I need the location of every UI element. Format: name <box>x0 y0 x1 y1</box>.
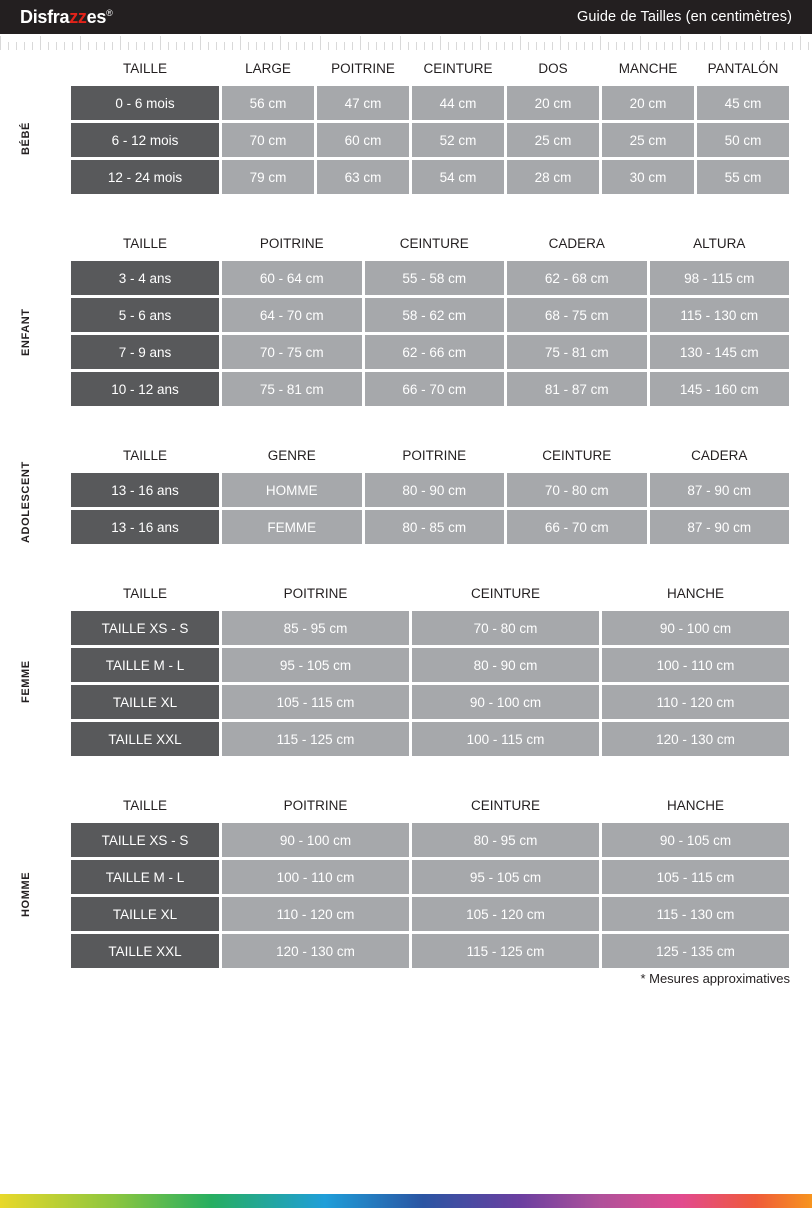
size-table <box>68 227 792 409</box>
ruler-tick <box>104 42 105 50</box>
measurement-cell: 63 cm <box>317 160 409 194</box>
table-row <box>71 685 789 719</box>
measurement-cell: 47 cm <box>317 86 409 120</box>
ruler-tick <box>544 42 545 50</box>
page-header <box>0 0 812 34</box>
ruler-tick <box>464 42 465 50</box>
ruler-tick <box>616 42 617 50</box>
ruler-tick <box>680 36 681 50</box>
measurement-cell: 145 - 160 cm <box>650 372 790 406</box>
measurement-cell: 75 - 81 cm <box>222 372 362 406</box>
brand-logo-part1: Disfra <box>20 6 70 27</box>
ruler-tick <box>16 42 17 50</box>
measurement-cell: 125 - 135 cm <box>602 934 789 968</box>
measurement-cell: 75 - 81 cm <box>507 335 647 369</box>
measurement-cell: 87 - 90 cm <box>650 473 790 507</box>
column-header: TAILLE <box>122 798 168 813</box>
ruler-tick <box>456 42 457 50</box>
ruler-tick <box>664 42 665 50</box>
measurement-cell: 60 - 64 cm <box>222 261 362 295</box>
column-header: POITRINE <box>331 61 395 76</box>
measurement-cell: 85 - 95 cm <box>222 611 409 645</box>
ruler-tick <box>288 42 289 50</box>
brand-logo-part3: es <box>86 6 107 27</box>
rainbow-bar <box>0 1194 812 1208</box>
ruler-tick <box>112 42 113 50</box>
ruler-tick <box>352 42 353 50</box>
ruler-tick <box>384 42 385 50</box>
ruler-tick <box>568 42 569 50</box>
section-label: ENFANT <box>20 308 32 356</box>
ruler-tick <box>376 42 377 50</box>
ruler-tick <box>32 42 33 50</box>
section-label: HOMME <box>20 871 32 917</box>
size-key-cell: 12 - 24 mois <box>71 160 219 194</box>
ruler-tick <box>800 36 801 50</box>
ruler-tick <box>160 36 161 50</box>
ruler-tick <box>768 42 769 50</box>
size-key-cell: 0 - 6 mois <box>71 86 219 120</box>
measurement-cell: 80 - 90 cm <box>365 473 505 507</box>
ruler-tick <box>640 36 641 50</box>
ruler-tick <box>496 42 497 50</box>
brand-logo-part2: zz <box>69 6 87 27</box>
ruler-tick <box>608 42 609 50</box>
ruler-tick <box>712 42 713 50</box>
table-row <box>71 823 789 857</box>
measurement-cell: 70 - 80 cm <box>412 611 599 645</box>
ruler-tick <box>808 42 809 50</box>
ruler-tick <box>272 42 273 50</box>
ruler-tick <box>776 42 777 50</box>
table-row <box>71 860 789 894</box>
table-row <box>71 335 789 369</box>
measurement-cell: 81 - 87 cm <box>507 372 647 406</box>
measurement-cell: 28 cm <box>507 160 599 194</box>
measurement-cell: 55 cm <box>697 160 789 194</box>
column-header: TAILLE <box>122 448 168 463</box>
ruler-tick <box>128 42 129 50</box>
measurement-cell: 25 cm <box>507 123 599 157</box>
measurement-cell: 62 - 66 cm <box>365 335 505 369</box>
ruler-tick <box>440 36 441 50</box>
ruler-tick <box>792 42 793 50</box>
table-row <box>71 261 789 295</box>
measurement-cell: 110 - 120 cm <box>602 685 789 719</box>
table-row <box>71 934 789 968</box>
measurement-cell: 90 - 100 cm <box>412 685 599 719</box>
table-header-row <box>71 580 789 608</box>
table-row <box>71 897 789 931</box>
ruler-tick <box>552 42 553 50</box>
measurement-cell: 68 - 75 cm <box>507 298 647 332</box>
ruler-tick <box>152 42 153 50</box>
ruler-tick <box>584 42 585 50</box>
table-row <box>71 648 789 682</box>
size-key-cell: TAILLE M - L <box>71 648 219 682</box>
column-header: POITRINE <box>283 586 348 601</box>
column-header: CEINTURE <box>542 448 612 463</box>
table-header-row <box>71 442 789 470</box>
page-title: Guide de Tailles (en centimètres) <box>577 9 792 25</box>
measurement-cell: 44 cm <box>412 86 504 120</box>
ruler-tick <box>480 36 481 50</box>
sections-container <box>0 52 812 971</box>
table-row <box>71 86 789 120</box>
size-key-cell: TAILLE XXL <box>71 934 219 968</box>
ruler-tick <box>336 42 337 50</box>
measurement-cell: 95 - 105 cm <box>412 860 599 894</box>
ruler-tick <box>784 42 785 50</box>
column-header: HANCHE <box>666 798 724 813</box>
ruler-tick <box>632 42 633 50</box>
ruler-tick <box>200 36 201 50</box>
column-header: CEINTURE <box>470 586 540 601</box>
ruler-tick <box>328 42 329 50</box>
ruler-tick <box>256 42 257 50</box>
ruler-tick <box>248 42 249 50</box>
ruler-tick <box>624 42 625 50</box>
ruler-tick <box>744 42 745 50</box>
section-spacer <box>0 197 812 227</box>
size-key-cell: TAILLE M - L <box>71 860 219 894</box>
ruler-tick <box>48 42 49 50</box>
column-header: POITRINE <box>402 448 467 463</box>
column-header: POITRINE <box>283 798 348 813</box>
ruler-tick <box>424 42 425 50</box>
ruler-tick <box>72 42 73 50</box>
ruler-tick <box>184 42 185 50</box>
column-header: CADERA <box>548 236 605 251</box>
ruler-tick <box>8 42 9 50</box>
column-header: MANCHE <box>618 61 678 76</box>
measurement-cell: 120 - 130 cm <box>602 722 789 756</box>
ruler-tick <box>392 42 393 50</box>
measurement-cell: 105 - 115 cm <box>222 685 409 719</box>
ruler-tick <box>488 42 489 50</box>
measurement-cell: 110 - 120 cm <box>222 897 409 931</box>
ruler-tick <box>136 42 137 50</box>
footnote: * Mesures approximatives <box>640 971 790 986</box>
measurement-cell: 90 - 100 cm <box>222 823 409 857</box>
ruler-tick <box>368 42 369 50</box>
ruler-tick <box>88 42 89 50</box>
table-header-row <box>71 792 789 820</box>
measurement-cell: 100 - 110 cm <box>222 860 409 894</box>
measurement-cell: 66 - 70 cm <box>507 510 647 544</box>
measurement-cell: 120 - 130 cm <box>222 934 409 968</box>
size-table <box>68 577 792 759</box>
measurement-cell: 115 - 125 cm <box>222 722 409 756</box>
ruler-tick <box>448 42 449 50</box>
ruler-tick <box>760 36 761 50</box>
measurement-cell: 130 - 145 cm <box>650 335 790 369</box>
ruler-tick <box>696 42 697 50</box>
column-header: PANTALÓN <box>707 61 779 76</box>
measurement-cell: 20 cm <box>507 86 599 120</box>
ruler-decoration <box>0 34 812 52</box>
measurement-cell: 70 cm <box>222 123 314 157</box>
ruler-tick <box>232 42 233 50</box>
ruler-tick <box>176 42 177 50</box>
ruler-tick <box>720 36 721 50</box>
ruler-tick <box>528 42 529 50</box>
measurement-cell: 87 - 90 cm <box>650 510 790 544</box>
table-row <box>71 372 789 406</box>
size-table-section <box>20 577 792 759</box>
measurement-cell: 90 - 100 cm <box>602 611 789 645</box>
ruler-tick <box>40 36 41 50</box>
size-key-cell: 7 - 9 ans <box>71 335 219 369</box>
measurement-cell: 105 - 120 cm <box>412 897 599 931</box>
size-table-section <box>20 52 792 197</box>
ruler-tick <box>280 36 281 50</box>
measurement-cell: 100 - 110 cm <box>602 648 789 682</box>
size-table-section <box>20 789 792 971</box>
ruler-tick <box>408 42 409 50</box>
ruler-tick <box>512 42 513 50</box>
measurement-cell: 25 cm <box>602 123 694 157</box>
ruler-tick <box>560 36 561 50</box>
ruler-tick <box>648 42 649 50</box>
ruler-tick <box>416 42 417 50</box>
size-key-cell: 10 - 12 ans <box>71 372 219 406</box>
measurement-cell: 30 cm <box>602 160 694 194</box>
ruler-tick <box>672 42 673 50</box>
measurement-cell: 90 - 105 cm <box>602 823 789 857</box>
ruler-tick <box>192 42 193 50</box>
size-key-cell: 13 - 16 ans <box>71 510 219 544</box>
ruler-tick <box>520 36 521 50</box>
column-header: GENRE <box>267 448 316 463</box>
ruler-tick <box>64 42 65 50</box>
table-row <box>71 298 789 332</box>
ruler-tick <box>688 42 689 50</box>
measurement-cell: 80 - 90 cm <box>412 648 599 682</box>
table-row <box>71 123 789 157</box>
column-header: TAILLE <box>122 236 168 251</box>
ruler-tick <box>472 42 473 50</box>
ruler-tick <box>96 42 97 50</box>
ruler-tick <box>24 42 25 50</box>
ruler-tick <box>400 36 401 50</box>
size-key-cell: 3 - 4 ans <box>71 261 219 295</box>
size-key-cell: 5 - 6 ans <box>71 298 219 332</box>
measurement-cell: 80 - 95 cm <box>412 823 599 857</box>
ruler-tick <box>592 42 593 50</box>
column-header: DOS <box>538 61 568 76</box>
table-header-row <box>71 55 789 83</box>
measurement-cell: HOMME <box>222 473 362 507</box>
measurement-cell: 45 cm <box>697 86 789 120</box>
ruler-tick <box>536 42 537 50</box>
measurement-cell: 79 cm <box>222 160 314 194</box>
section-label: ADOLESCENT <box>20 461 32 543</box>
size-table-section <box>20 439 792 547</box>
column-header: CEINTURE <box>470 798 540 813</box>
brand-logo <box>20 7 112 28</box>
measurement-cell: 52 cm <box>412 123 504 157</box>
ruler-tick <box>120 36 121 50</box>
size-key-cell: TAILLE XS - S <box>71 823 219 857</box>
measurement-cell: 80 - 85 cm <box>365 510 505 544</box>
column-header: LARGE <box>245 61 291 76</box>
column-header: CADERA <box>691 448 748 463</box>
column-header: CEINTURE <box>399 236 469 251</box>
measurement-cell: 70 - 75 cm <box>222 335 362 369</box>
size-key-cell: TAILLE XL <box>71 897 219 931</box>
size-key-cell: 13 - 16 ans <box>71 473 219 507</box>
measurement-cell: 115 - 125 cm <box>412 934 599 968</box>
ruler-tick <box>704 42 705 50</box>
measurement-cell: 62 - 68 cm <box>507 261 647 295</box>
table-row <box>71 510 789 544</box>
table-row <box>71 611 789 645</box>
measurement-cell: 64 - 70 cm <box>222 298 362 332</box>
section-spacer <box>0 547 812 577</box>
section-spacer <box>0 409 812 439</box>
measurement-cell: 100 - 115 cm <box>412 722 599 756</box>
ruler-tick <box>736 42 737 50</box>
ruler-tick <box>168 42 169 50</box>
ruler-tick <box>56 42 57 50</box>
ruler-tick <box>144 42 145 50</box>
section-label: FEMME <box>20 660 32 704</box>
measurement-cell: 98 - 115 cm <box>650 261 790 295</box>
ruler-tick <box>240 36 241 50</box>
ruler-tick <box>504 42 505 50</box>
measurement-cell: 66 - 70 cm <box>365 372 505 406</box>
column-header: ALTURA <box>693 236 746 251</box>
measurement-cell: 54 cm <box>412 160 504 194</box>
registered-mark: ® <box>106 7 113 18</box>
table-row <box>71 160 789 194</box>
ruler-tick <box>296 42 297 50</box>
ruler-tick <box>312 42 313 50</box>
measurement-cell: 115 - 130 cm <box>602 897 789 931</box>
ruler-tick <box>0 36 1 50</box>
size-key-cell: 6 - 12 mois <box>71 123 219 157</box>
measurement-cell: 20 cm <box>602 86 694 120</box>
measurement-cell: 55 - 58 cm <box>365 261 505 295</box>
ruler-tick <box>752 42 753 50</box>
ruler-tick <box>344 42 345 50</box>
table-row <box>71 473 789 507</box>
size-key-cell: TAILLE XXL <box>71 722 219 756</box>
size-key-cell: TAILLE XS - S <box>71 611 219 645</box>
ruler-tick <box>208 42 209 50</box>
column-header: HANCHE <box>666 586 724 601</box>
measurement-cell: 60 cm <box>317 123 409 157</box>
measurement-cell: 95 - 105 cm <box>222 648 409 682</box>
ruler-tick <box>600 36 601 50</box>
measurement-cell: 115 - 130 cm <box>650 298 790 332</box>
table-row <box>71 722 789 756</box>
measurement-cell: 105 - 115 cm <box>602 860 789 894</box>
size-table <box>68 52 792 197</box>
column-header: CEINTURE <box>423 61 493 76</box>
ruler-tick <box>728 42 729 50</box>
column-header: TAILLE <box>122 61 168 76</box>
size-table <box>68 789 792 971</box>
measurement-cell: 50 cm <box>697 123 789 157</box>
section-spacer <box>0 759 812 789</box>
column-header: POITRINE <box>259 236 324 251</box>
section-label: BÉBÉ <box>20 122 32 155</box>
size-key-cell: TAILLE XL <box>71 685 219 719</box>
column-header: TAILLE <box>122 586 168 601</box>
table-header-row <box>71 230 789 258</box>
ruler-tick <box>656 42 657 50</box>
size-table-section <box>20 227 792 409</box>
ruler-tick <box>320 36 321 50</box>
ruler-tick <box>216 42 217 50</box>
measurement-cell: 70 - 80 cm <box>507 473 647 507</box>
ruler-tick <box>264 42 265 50</box>
ruler-tick <box>432 42 433 50</box>
ruler-tick <box>80 36 81 50</box>
size-table <box>68 439 792 547</box>
measurement-cell: 56 cm <box>222 86 314 120</box>
ruler-tick <box>576 42 577 50</box>
ruler-tick <box>304 42 305 50</box>
ruler-tick <box>360 36 361 50</box>
measurement-cell: 58 - 62 cm <box>365 298 505 332</box>
measurement-cell: FEMME <box>222 510 362 544</box>
ruler-tick <box>224 42 225 50</box>
